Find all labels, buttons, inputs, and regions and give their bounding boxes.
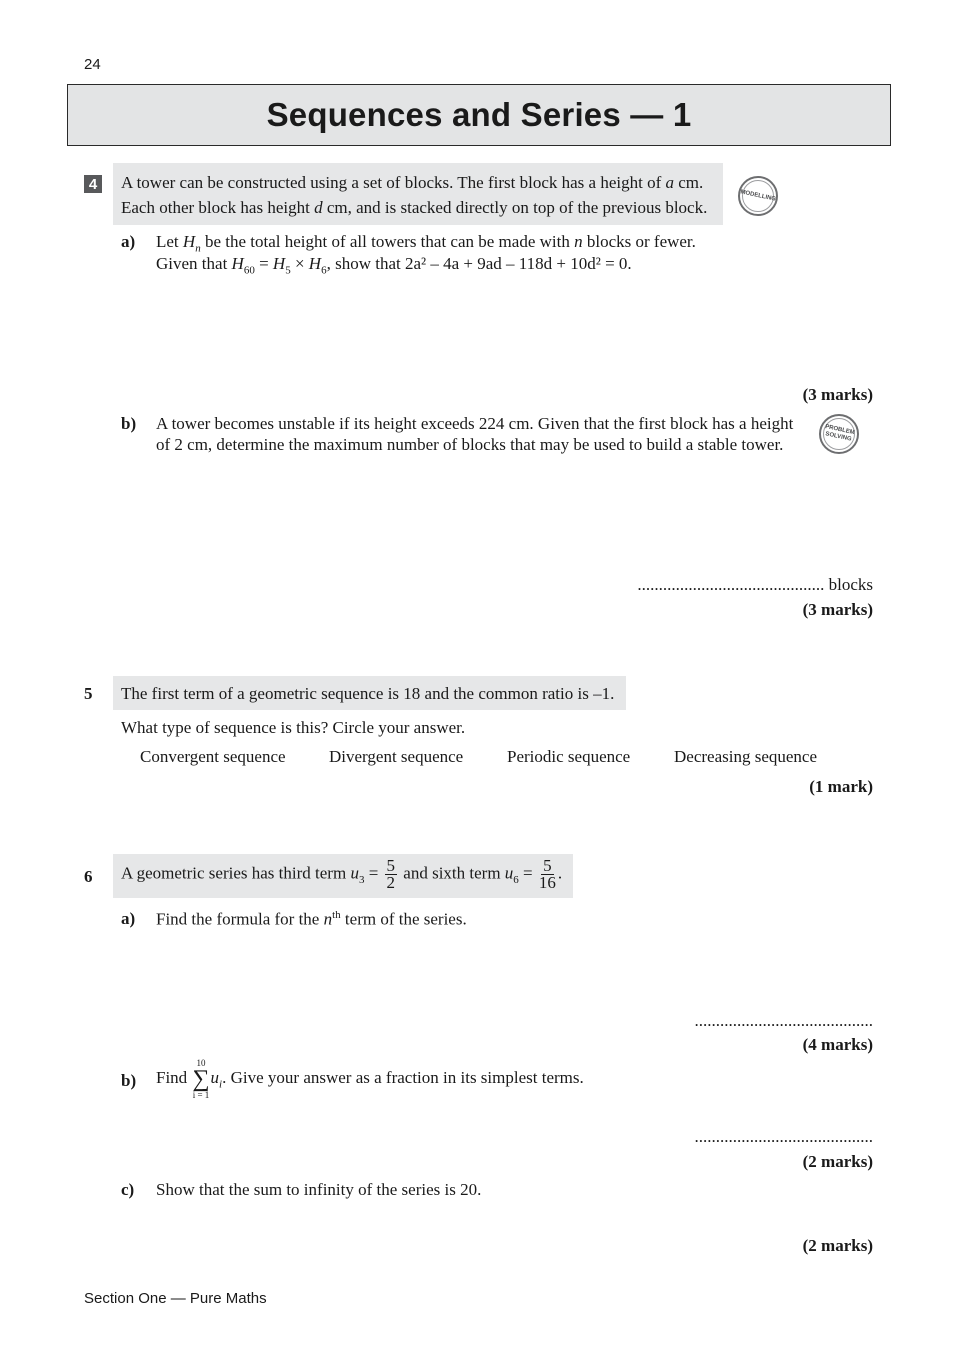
question-6-number: 6 bbox=[84, 867, 93, 886]
question-4-intro-line2: Each other block has height d cm, and is stacked directly on top of the previous block. bbox=[121, 198, 708, 217]
question-4a-label: a) bbox=[121, 232, 136, 251]
question-4-intro-line1: A tower can be constructed using a set of blocks. The first block has a height of a cm. bbox=[121, 173, 704, 192]
option-decreasing[interactable]: Decreasing sequence bbox=[674, 747, 818, 766]
option-convergent[interactable]: Convergent sequence bbox=[140, 747, 286, 766]
page-title: Sequences and Series — 1 bbox=[266, 96, 692, 133]
modelling-badge-icon bbox=[738, 176, 778, 216]
question-6b-marks: (2 marks) bbox=[802, 1152, 873, 1171]
question-4a-line2: Given that $H_{60} = H_5 \times H_6$, show that 2a² – 4a + 9ad – 118d + 10d² = 0. bbox=[156, 254, 632, 277]
question-6b-label: b) bbox=[121, 1071, 137, 1090]
question-5-intro: The first term of a geometric sequence is 18 and the common ratio is –1. bbox=[121, 684, 615, 703]
question-4b-label: b) bbox=[121, 414, 137, 433]
problem-solving-badge-icon bbox=[819, 414, 859, 454]
question-6c-marks: (2 marks) bbox=[802, 1236, 873, 1255]
problem-solving-badge-text: PROBLEM SOLVING bbox=[824, 424, 856, 443]
question-6a-marks: (4 marks) bbox=[802, 1035, 873, 1054]
sigma-summation: 10 ∑ i = 1 bbox=[192, 1058, 210, 1100]
question-4a-line1: Let $H_n$ be the total height of all towers that can be made with n blocks or fewer. bbox=[156, 232, 696, 255]
option-periodic[interactable]: Periodic sequence bbox=[507, 747, 631, 766]
question-6b-answer-line[interactable]: .......................................... bbox=[694, 1127, 873, 1146]
question-6c-label: c) bbox=[121, 1180, 135, 1199]
question-6b-text: Find 10 ∑ i = 1 $u_i$. Give your answer as a fraction in its simplest terms. bbox=[156, 1058, 584, 1100]
question-6a-label: a) bbox=[121, 909, 136, 928]
question-6c-text: Show that the sum to infinity of the series is 20. bbox=[156, 1180, 482, 1199]
fraction-five-halves: $\frac{5}{2}$ bbox=[386, 856, 396, 892]
question-6-intro: A geometric series has third term $u_3$ = $\frac{5}{2}$ and sixth term $u_6$ = $\frac{5}{16}$ . bbox=[121, 856, 563, 892]
question-5-prompt: What type of sequence is this? Circle your answer. bbox=[121, 718, 466, 737]
question-4a-marks: (3 marks) bbox=[802, 385, 873, 404]
question-5-number: 5 bbox=[84, 684, 93, 703]
modelling-badge-text: MODELLING bbox=[739, 188, 777, 203]
question-5-marks: (1 mark) bbox=[809, 777, 873, 796]
question-4-number: 4 bbox=[84, 175, 102, 193]
title-banner bbox=[67, 84, 891, 146]
page-footer: Section One — Pure Maths bbox=[84, 1290, 267, 1307]
question-4b-answer-line[interactable]: ............................................ blocks bbox=[637, 575, 873, 594]
option-divergent[interactable]: Divergent sequence bbox=[329, 747, 464, 766]
question-6a-answer-line[interactable]: .......................................... bbox=[694, 1011, 873, 1030]
question-4b-line1: A tower becomes unstable if its height exceeds 224 cm. Given that the first block has a height bbox=[156, 414, 794, 433]
question-4b-line2: of 2 cm, determine the maximum number of blocks that may be used to build a stable tower. bbox=[156, 435, 784, 454]
question-6a-text: Find the formula for the $n^{th}$ term of the series. bbox=[156, 909, 467, 929]
fraction-five-sixteenths: $\frac{5}{16}$ bbox=[538, 856, 556, 892]
question-4b-marks: (3 marks) bbox=[802, 600, 873, 619]
page-number: 24 bbox=[84, 56, 101, 73]
